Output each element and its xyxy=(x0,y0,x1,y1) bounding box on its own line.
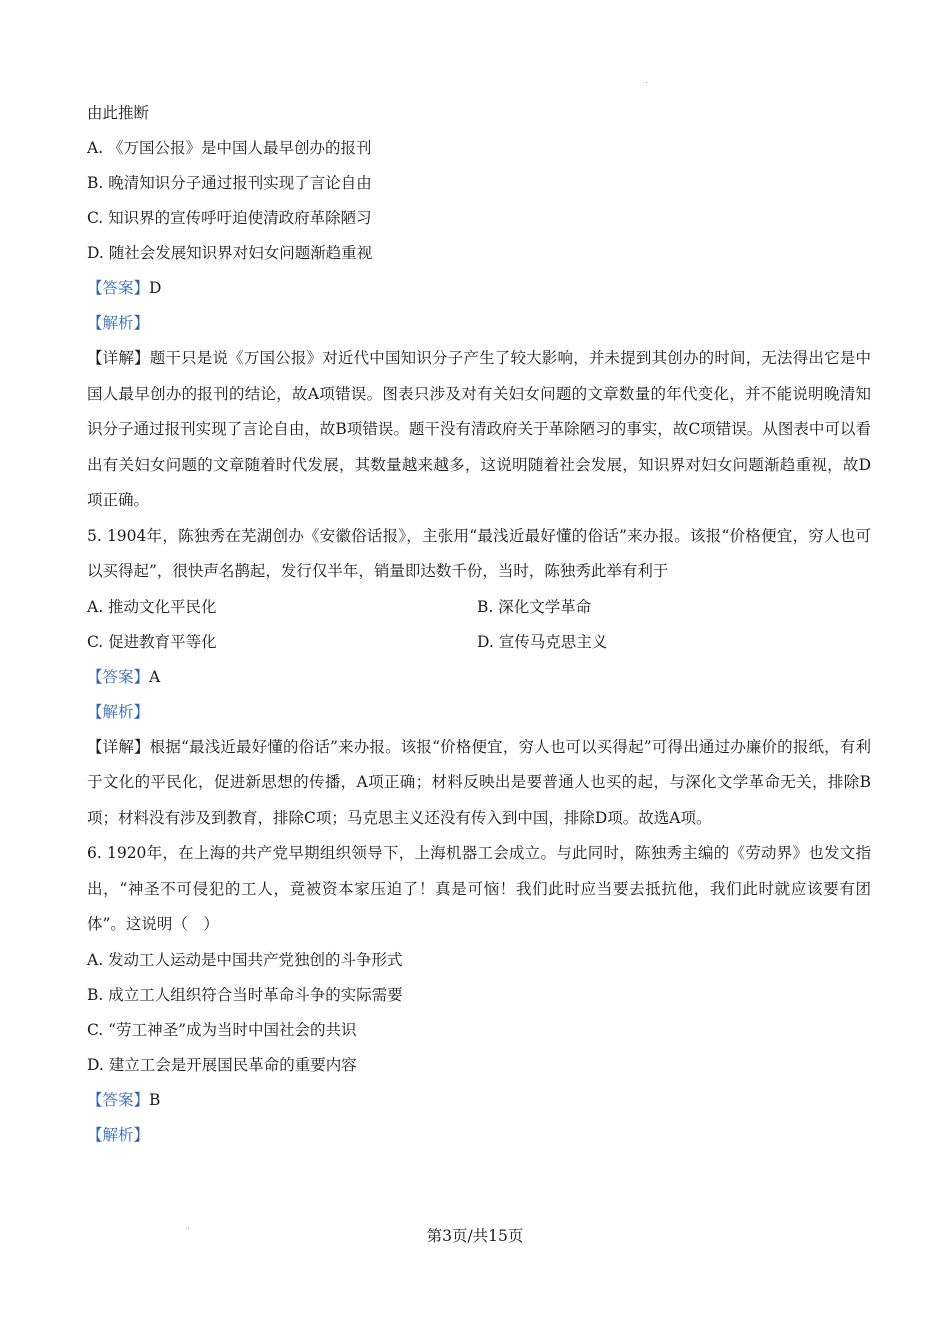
q5-option-c: C. 促进教育平等化 xyxy=(87,632,217,651)
detail-tag: 【详解】 xyxy=(87,349,150,367)
analysis-tag: 【解析】 xyxy=(87,314,150,332)
q6-option-c: C. “劳工神圣”成为当时中国社会的共识 xyxy=(87,1020,357,1039)
q5-answer xyxy=(87,660,871,695)
analysis-tag: 【解析】 xyxy=(87,1125,150,1144)
answer-value: A xyxy=(149,667,161,686)
q6-option-b: B. 成立工人组织符合当时革命斗争的实际需要 xyxy=(87,985,403,1004)
q4-option-c: C. 知识界的宣传呼吁迫使清政府革除陋习 xyxy=(87,209,372,227)
q4-analysis xyxy=(87,306,871,341)
analysis-tag: 【解析】 xyxy=(87,702,150,721)
scan-dot xyxy=(188,1228,189,1229)
q5-stem: 5. 1904年，陈独秀在芜湖创办《安徽俗话报》，主张用“最浅近最好懂的俗话”来办报。该报“价格便宜，穷人也可以买得起”，很快声名鹊起，发行仅半年，销量即达数千份，当时，陈独秀此举有利于 xyxy=(87,526,871,580)
q6-option-a: A. 发动工人运动是中国共产党独创的斗争形式 xyxy=(87,950,403,969)
q6-option-d: D. 建立工会是开展国民革命的重要内容 xyxy=(87,1055,357,1074)
q4-stem-tail: 由此推断 xyxy=(87,104,150,122)
q4-answer xyxy=(87,271,871,306)
page-footer: 第3页/共15页 xyxy=(426,1227,524,1245)
q4-option-d: D. 随社会发展知识界对妇女问题渐趋重视 xyxy=(87,244,373,262)
answer-tag: 【答案】 xyxy=(87,667,150,686)
answer-tag: 【答案】 xyxy=(87,1090,150,1109)
q4-option-a: A. 《万国公报》是中国人最早创办的报刊 xyxy=(87,139,372,157)
scan-dot xyxy=(646,82,647,83)
q5-analysis xyxy=(87,695,871,730)
answer-value: D xyxy=(149,279,162,297)
q5-options-row-1 xyxy=(87,590,871,625)
answer-tag: 【答案】 xyxy=(87,279,150,297)
q6-analysis xyxy=(87,1118,871,1153)
detail-text: 题干只是说《万国公报》对近代中国知识分子产生了较大影响，并未提到其创办的时间，无法得出它是中国人最早创办的报刊的结论，故A项错误。图表只涉及对有关妇女问题的文章数量的年代变化，并不能说明晚清知识分子通过报刊实现了言论自由，故B项错误。题干没有清政府关于革除陋习的事实，故C项错误。从图表中可以看出有关妇女问题的文章随着时代发展，其数量越来越多，这说明随着社会发展，知识界对妇女问题渐趋重视，故D项正确。 xyxy=(87,349,871,509)
q6-stem: 6. 1920年，在上海的共产党早期组织领导下，上海机器工会成立。与此同时，陈独秀主编的《劳动界》也发文指出，“神圣不可侵犯的工人，竟被资本家压迫了！真是可恼！我们此时应当要去抵抗他，我们此时就应该要有团体”。这说明（ ） xyxy=(87,844,871,933)
q4-option-b: B. 晚清知识分子通过报刊实现了言论自由 xyxy=(87,174,372,192)
q5-option-b: B. 深化文学革命 xyxy=(477,597,592,616)
q4-detail xyxy=(87,341,871,519)
detail-text: 根据“最浅近最好懂的俗话”来办报。该报“价格便宜，穷人也可以买得起”可得出通过办廉价的报纸，有利于文化的平民化，促进新思想的传播，A项正确；材料反映出是要普通人也买的起，与深化文学革命无关，排除B项；材料没有涉及到教育，排除C项；马克思主义还没有传入到中国，排除D项。故选A项。 xyxy=(87,737,871,827)
document-page xyxy=(87,96,871,1153)
q5-detail xyxy=(87,730,871,837)
answer-value: B xyxy=(149,1090,161,1109)
q5-option-a: A. 推动文化平民化 xyxy=(87,597,217,616)
q5-options-row-2 xyxy=(87,625,871,660)
q5-option-d: D. 宣传马克思主义 xyxy=(477,632,608,651)
detail-tag: 【详解】 xyxy=(87,737,150,756)
q6-answer xyxy=(87,1083,871,1118)
